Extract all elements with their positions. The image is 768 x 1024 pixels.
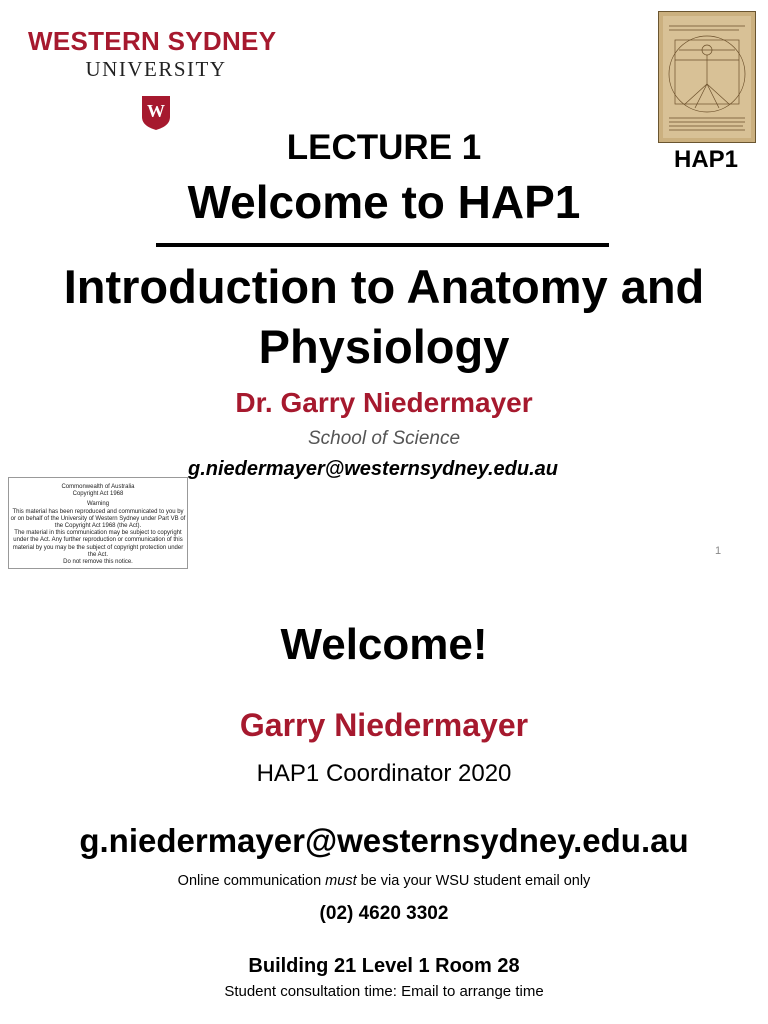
online-communication-note: [0, 873, 768, 889]
copyright-warning: Warning: [86, 501, 110, 508]
coordinator-email[interactable]: g.niedermayer@westernsydney.edu.au: [79, 822, 689, 859]
consultation-time: Student consultation time: Email to arrange time: [224, 983, 544, 1000]
online-note-after: be via your WSU student email only: [356, 873, 591, 889]
university-logo-subtitle: UNIVERSITY: [85, 57, 227, 81]
online-note-emphasis: must: [325, 873, 357, 889]
copyright-line2: Copyright Act 1968: [72, 491, 124, 498]
welcome-heading: Welcome!: [280, 620, 488, 669]
presenter-email[interactable]: g.niedermayer@westernsydney.edu.au: [188, 458, 559, 480]
copyright-para2: The material in this communication may be subject to copyright under the Act. Any further reproduction or communication of this material by you may be the subject of copyright protection under the Act.: [12, 530, 184, 558]
school-name: School of Science: [307, 428, 461, 449]
coordinator-role: HAP1 Coordinator 2020: [256, 760, 512, 787]
slide-number: 1: [714, 545, 722, 557]
university-shield-icon: [141, 95, 171, 131]
copyright-line1: Commonwealth of Australia: [61, 484, 135, 490]
lecture-number: LECTURE 1: [286, 128, 482, 167]
shield-letter: W: [147, 101, 165, 121]
vitruvian-man-image: [658, 11, 756, 143]
lecture-title: Introduction to Anatomy and Physiology: [63, 260, 705, 373]
phone-number: (02) 4620 3302: [319, 903, 449, 924]
hap1-tag: HAP1: [673, 146, 739, 173]
copyright-para1: This material has been reproduced and communicated to you by or on behalf of the University of Western Sydney under Part VB of the Copyright Act 1968 (the Act).: [10, 508, 186, 530]
university-logo-name: WESTERN SYDNEY: [28, 26, 277, 56]
copyright-notice: [8, 477, 188, 569]
slide-title: Welcome to HAP1: [187, 176, 581, 228]
title-divider: [156, 243, 609, 247]
coordinator-name: Garry Niedermayer: [239, 707, 529, 743]
presenter-name: Dr. Garry Niedermayer: [235, 387, 533, 418]
copyright-para3: Do not remove this notice.: [63, 559, 133, 566]
online-note-before: Online communication: [177, 873, 326, 889]
office-location: Building 21 Level 1 Room 28: [248, 955, 520, 977]
